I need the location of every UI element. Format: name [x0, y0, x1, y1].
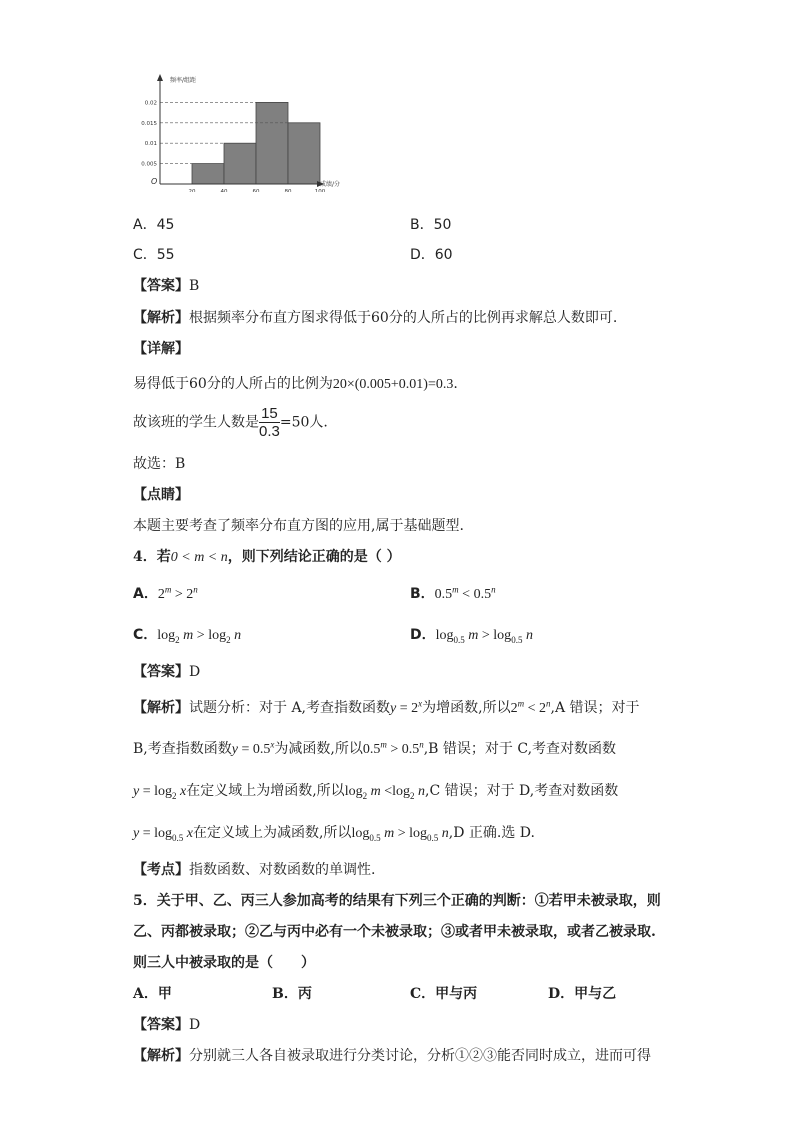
histogram-bar	[224, 143, 256, 184]
q3-analysis	[133, 307, 617, 327]
frequency-histogram	[130, 72, 340, 192]
text: 为减函数,所以	[274, 741, 363, 757]
y-axis-label: 频率/组距	[170, 77, 197, 84]
answer-value: B	[189, 278, 200, 294]
analysis-tag: 【解析】	[133, 310, 189, 326]
text: 在定义域上为减函数,所以	[192, 825, 352, 841]
analysis-tag: 【解析】	[133, 1048, 189, 1064]
text: ,D 正确.选 D.	[448, 825, 535, 841]
q4-option-b: B．$0.5^m < 0.5^n$	[410, 584, 496, 602]
x-tick-label: 40	[220, 189, 228, 192]
q5-stem-line-2: 乙、丙都被录取；②乙与丙中必有一个未被录取；③或者甲未被录取，或者乙被录取.	[133, 924, 656, 940]
detail-text: 易得低于60分的人所占的比例为	[133, 376, 333, 392]
q4-option-d: D．$\log_{0.5} m > \log_{0.5} n$	[410, 627, 533, 645]
text: ,C 错误；对于 D,考查对数函数	[425, 783, 619, 799]
q5-option-a: A．甲	[133, 986, 172, 1002]
text: 为增函数,所以	[422, 700, 511, 716]
q5-answer	[133, 1014, 200, 1034]
y-tick-label: 0.01	[144, 141, 157, 148]
period: .	[453, 376, 458, 392]
detail-text-end: =50人.	[279, 414, 328, 431]
y-tick-label: 0.015	[141, 120, 157, 127]
histogram-bar	[288, 123, 320, 184]
stem-text-end: ，则下列结论正确的是（ ）	[227, 549, 401, 565]
origin-label: O	[151, 177, 158, 186]
fraction-numerator: 15	[259, 405, 280, 423]
detail-text: 故该班的学生人数是	[133, 414, 259, 431]
text: ,A 错误；对于	[550, 700, 640, 716]
option-label: C．	[133, 627, 158, 643]
keypoint-tag: 【考点】	[133, 862, 189, 878]
q3-option-a: A．45	[133, 217, 175, 233]
histogram-bar	[192, 164, 224, 184]
answer-tag: 【答案】	[133, 1017, 189, 1033]
y-tick-label: 0.02	[144, 100, 157, 107]
analysis-text: 根据频率分布直方图求得低于60分的人所占的比例再求解总人数即可.	[189, 310, 618, 326]
text: 试题分析：对于 A,考查指数函数	[189, 700, 391, 716]
q5-stem-line-3: 则三人中被录取的是（ ）	[133, 955, 315, 971]
q3-option-c: C．55	[133, 247, 175, 263]
text: B,考查指数函数	[133, 741, 232, 757]
fraction-denominator: 0.3	[259, 423, 280, 440]
q5-option-b: B．丙	[272, 986, 312, 1002]
q4-analysis-line-4: $y = \log_{0.5} x$在定义域上为减函数,所以$\log_{0.5} m > \log_{0.5} n,D$ 正确.选 D.	[133, 825, 535, 843]
fraction	[259, 405, 280, 440]
q3-comment: 本题主要考查了频率分布直方图的应用,属于基础题型.	[133, 518, 464, 534]
x-tick-label: 20	[188, 189, 196, 192]
analysis-text: 分别就三人各自被录取进行分类讨论，分析①②③能否同时成立，进而可得	[189, 1048, 651, 1064]
q3-detail-line-1	[133, 373, 458, 393]
option-label: B．	[410, 586, 435, 602]
answer-value: D	[189, 664, 201, 680]
ratio-formula: 20×(0.005+0.01)=0.3	[332, 377, 454, 392]
q3-detail-tag: 【详解】	[133, 341, 189, 357]
q4-analysis-line-1: 【解析】试题分析：对于 A,考查指数函数$y = 2^x$为增函数,所以$2^m < 2^n,A$ 错误；对于	[133, 698, 640, 716]
q3-option-d: D．60	[410, 247, 453, 263]
analysis-tag: 【解析】	[133, 700, 189, 716]
q4-stem	[133, 546, 401, 566]
q5-stem-line-1: 5．关于甲、乙、丙三人参加高考的结果有下列三个正确的判断：①若甲未被录取，则	[133, 893, 661, 909]
q3-answer	[133, 275, 199, 295]
x-tick-label: 60	[252, 189, 260, 192]
text: ,B 错误；对于 C,考查对数函数	[423, 741, 617, 757]
answer-tag: 【答案】	[133, 664, 189, 680]
q4-analysis-line-2: B,考查指数函数$y = 0.5^x$为减函数,所以$0.5^m > 0.5^n,B$ 错误；对于 C,考查对数函数	[133, 739, 617, 757]
y-tick-label: 0.005	[141, 161, 157, 168]
option-label: A．	[133, 586, 158, 602]
option-label: D．	[410, 627, 436, 643]
q4-keypoint	[133, 859, 375, 879]
x-tick-label: 80	[284, 189, 292, 192]
q4-option-a: A．$2^m > 2^n$	[133, 584, 198, 602]
x-tick-label: 100	[314, 189, 326, 192]
q5-option-c: C．甲与丙	[410, 986, 478, 1002]
text: 在定义域上为增函数,所以	[186, 783, 345, 799]
q3-detail-line-2	[133, 405, 328, 440]
q5-option-d: D．甲与乙	[548, 986, 617, 1002]
q3-option-b: B．50	[410, 217, 452, 233]
answer-value: D	[189, 1017, 201, 1033]
stem-text: 4．若	[133, 549, 171, 565]
q3-comment-tag: 【点睛】	[133, 487, 189, 503]
stem-formula: 0 < m < n	[170, 550, 228, 565]
q5-analysis	[133, 1045, 651, 1065]
q4-option-c: C．$\log_2 m > \log_2 n$	[133, 627, 242, 645]
histogram-bar	[256, 102, 288, 184]
keypoint-text: 指数函数、对数函数的单调性.	[189, 862, 376, 878]
q3-choose: 故选：B	[133, 456, 186, 472]
q4-answer	[133, 661, 200, 681]
q4-analysis-line-3: $y = \log_2 x$在定义域上为增函数,所以$\log_2 m <\log_2$ n,C 错误；对于 D,考查对数函数	[133, 783, 619, 801]
answer-tag: 【答案】	[133, 278, 189, 294]
y-axis-arrow	[157, 74, 163, 81]
x-axis-label: 成绩/分	[320, 181, 340, 188]
